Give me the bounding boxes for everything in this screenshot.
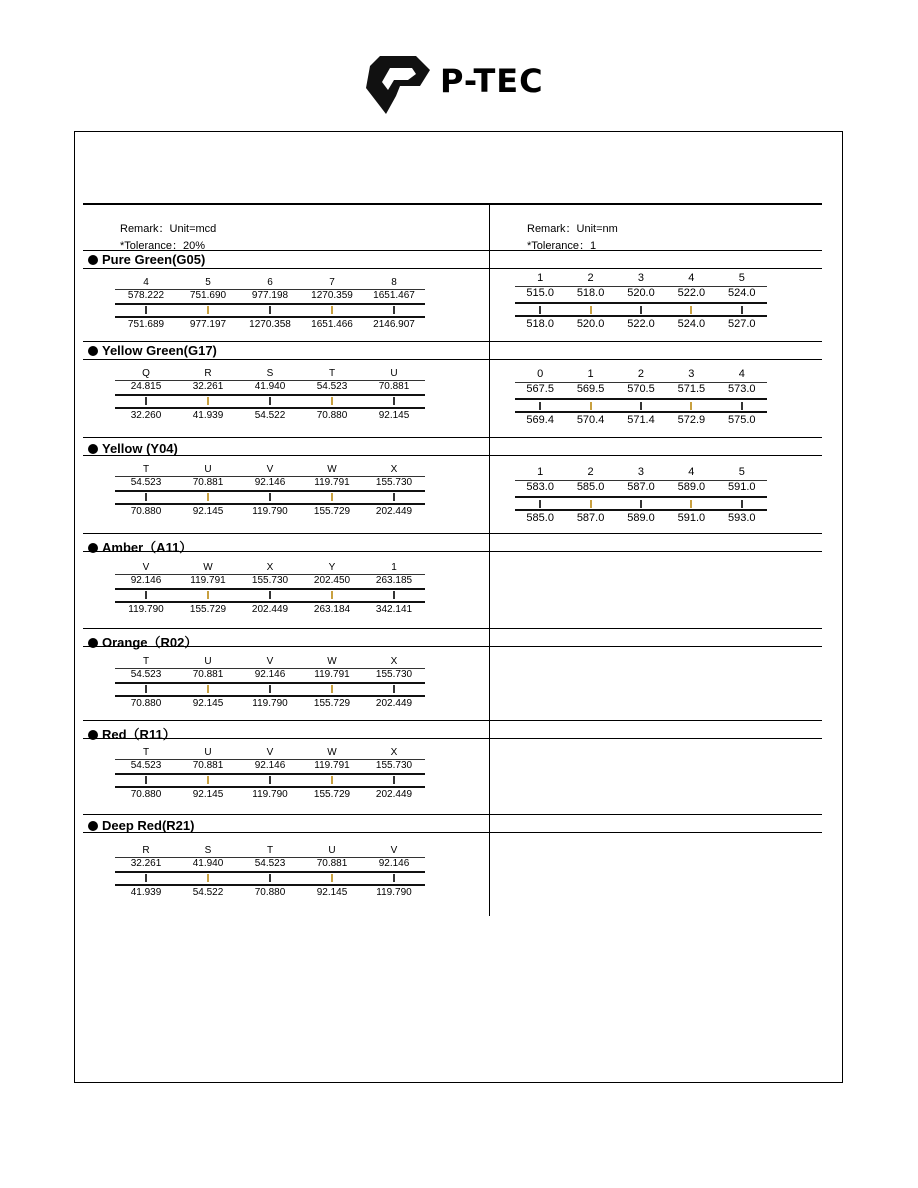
- bin-code-row: [115, 277, 425, 288]
- section-title-rule: [83, 738, 822, 739]
- min-value-cell: 751.690: [189, 290, 227, 301]
- tick-mark: [590, 500, 592, 508]
- tick-mark: [145, 306, 147, 314]
- bin-code-row: [115, 464, 425, 475]
- tick-mark: [145, 397, 147, 405]
- max-rule: [515, 509, 767, 511]
- section-title: [88, 632, 197, 651]
- min-value-cell: 591.0: [727, 481, 756, 493]
- header-divider: [83, 203, 822, 205]
- max-value-cell: 70.880: [316, 410, 348, 421]
- min-value-cell: 119.791: [190, 575, 226, 586]
- tick-mark: [207, 874, 209, 882]
- max-value-cell: 155.729: [189, 604, 227, 615]
- tick-mark: [269, 493, 271, 501]
- max-value-row: [115, 319, 425, 330]
- tick-mark: [331, 591, 333, 599]
- max-value-cell: 92.145: [192, 698, 224, 709]
- bin-code-cell: 2: [587, 272, 594, 284]
- max-value-cell: 570.4: [576, 414, 605, 426]
- bin-code-cell: 1: [537, 272, 544, 284]
- section-title-text: Deep Red(R21): [102, 818, 195, 833]
- remark-tolerance-left: *Tolerance：20%: [120, 240, 205, 252]
- min-value-cell: 92.146: [378, 858, 410, 869]
- max-value-row: [515, 512, 767, 524]
- bin-code-cell: X: [390, 656, 398, 667]
- max-value-cell: 70.880: [254, 887, 286, 898]
- tick-mark: [539, 500, 541, 508]
- min-value-cell: 587.0: [627, 481, 655, 493]
- tick-mark: [690, 500, 692, 508]
- min-value-cell: 119.791: [314, 760, 350, 771]
- max-rule: [115, 884, 425, 886]
- section-title: [88, 252, 205, 267]
- section-title-text: Pure Green(G05): [102, 252, 206, 267]
- max-value-cell: 524.0: [677, 318, 706, 330]
- tick-mark: [207, 685, 209, 693]
- max-value-cell: 92.145: [192, 506, 224, 517]
- tick-mark: [269, 591, 271, 599]
- min-rule: [115, 490, 425, 492]
- max-rule: [115, 601, 425, 603]
- max-value-cell: 119.790: [128, 604, 164, 615]
- max-value-cell: 575.0: [727, 414, 756, 426]
- max-value-cell: 591.0: [677, 512, 706, 524]
- bin-code-cell: 4: [738, 368, 745, 380]
- bullet-icon: [88, 346, 98, 356]
- min-value-cell: 515.0: [526, 287, 554, 299]
- tick-mark: [207, 776, 209, 784]
- min-value-cell: 585.0: [576, 481, 605, 493]
- bin-code-cell: 5: [738, 466, 745, 478]
- max-value-row: [115, 506, 425, 517]
- bin-code-cell: V: [142, 562, 150, 573]
- bin-code-cell: S: [204, 845, 212, 856]
- remark-unit-left: Remark：Unit=mcd: [120, 223, 217, 235]
- min-value-cell: 589.0: [677, 481, 706, 493]
- bin-code-cell: 6: [267, 277, 273, 288]
- tick-mark: [393, 874, 395, 882]
- tick-mark: [640, 402, 642, 410]
- max-value-row: [115, 887, 425, 898]
- column-divider: [489, 204, 490, 916]
- section-title: [88, 343, 217, 358]
- bin-code-cell: T: [142, 656, 150, 667]
- max-value-cell: 569.4: [526, 414, 554, 426]
- min-value-row: [115, 381, 425, 392]
- max-value-row: [115, 698, 425, 709]
- min-value-cell: 54.523: [130, 760, 162, 771]
- max-value-cell: 751.689: [127, 319, 165, 330]
- tick-mark: [640, 306, 642, 314]
- min-rule: [115, 871, 425, 873]
- bin-code-cell: 3: [688, 368, 695, 380]
- min-value-cell: 119.791: [314, 477, 350, 488]
- min-value-cell: 518.0: [576, 287, 605, 299]
- section-title: [88, 724, 176, 743]
- min-value-cell: 32.261: [130, 858, 162, 869]
- max-value-cell: 70.880: [130, 698, 162, 709]
- section-title: [88, 818, 194, 833]
- max-value-cell: 572.9: [677, 414, 706, 426]
- tick-mark: [331, 493, 333, 501]
- min-value-cell: 41.940: [254, 381, 286, 392]
- max-value-cell: 587.0: [576, 512, 605, 524]
- max-value-row: [115, 789, 425, 800]
- max-value-cell: 119.790: [252, 506, 288, 517]
- max-value-cell: 32.260: [130, 410, 162, 421]
- tick-mark: [269, 397, 271, 405]
- tick-mark: [331, 306, 333, 314]
- bin-code-row: [115, 845, 425, 856]
- section-rule: [83, 814, 822, 815]
- bin-code-row: [515, 466, 767, 478]
- min-value-cell: 1270.359: [311, 290, 353, 301]
- tick-mark: [590, 402, 592, 410]
- section-title-rule: [83, 359, 822, 360]
- bin-code-cell: 1: [587, 368, 594, 380]
- min-value-cell: 155.730: [251, 575, 289, 586]
- remark-unit-right: Remark：Unit=nm: [527, 223, 618, 235]
- min-value-cell: 155.730: [375, 760, 413, 771]
- max-value-cell: 202.449: [375, 789, 413, 800]
- min-rule: [115, 588, 425, 590]
- bin-code-cell: 3: [637, 466, 645, 478]
- section-title-text: Yellow (Y04): [102, 441, 178, 456]
- bin-code-cell: X: [266, 562, 274, 573]
- max-value-cell: 41.939: [130, 887, 162, 898]
- max-value-cell: 155.729: [313, 698, 351, 709]
- min-value-cell: 520.0: [627, 287, 655, 299]
- max-value-cell: 41.939: [192, 410, 224, 421]
- tick-mark: [269, 306, 271, 314]
- max-value-cell: 342.141: [375, 604, 413, 615]
- max-value-row: [115, 604, 425, 615]
- max-value-cell: 589.0: [627, 512, 655, 524]
- logo-mark-icon: [366, 56, 430, 114]
- min-value-cell: 155.730: [375, 669, 413, 680]
- min-value-cell: 92.146: [254, 760, 286, 771]
- section-title-rule: [83, 268, 822, 269]
- min-value-cell: 263.185: [375, 575, 413, 586]
- max-rule: [115, 695, 425, 697]
- bin-code-cell: W: [203, 562, 213, 573]
- max-value-cell: 155.729: [313, 789, 351, 800]
- max-rule: [515, 411, 767, 413]
- tick-mark: [331, 776, 333, 784]
- tick-mark: [690, 402, 692, 410]
- max-rule: [115, 786, 425, 788]
- bin-code-cell: 4: [688, 466, 695, 478]
- bin-code-cell: V: [266, 656, 274, 667]
- min-value-cell: 977.198: [251, 290, 289, 301]
- bin-code-cell: W: [327, 747, 337, 758]
- logo-text: P-TEC: [440, 62, 544, 100]
- section-rule: [83, 437, 822, 438]
- max-value-cell: 520.0: [576, 318, 605, 330]
- min-value-row: [115, 477, 425, 488]
- section-title-text: Orange（R02）: [102, 635, 198, 650]
- bin-code-cell: W: [327, 464, 337, 475]
- tick-mark: [145, 776, 147, 784]
- bin-code-cell: T: [266, 845, 274, 856]
- max-value-cell: 92.145: [316, 887, 348, 898]
- bin-code-cell: W: [327, 656, 337, 667]
- min-value-row: [115, 669, 425, 680]
- min-value-row: [115, 858, 425, 869]
- section-title-text: Yellow Green(G17): [102, 343, 217, 358]
- bin-code-cell: X: [390, 464, 398, 475]
- tick-mark: [640, 500, 642, 508]
- min-value-row: [115, 760, 425, 771]
- tick-mark: [393, 493, 395, 501]
- tick-mark: [590, 306, 592, 314]
- tick-mark: [393, 591, 395, 599]
- bin-code-row: [515, 272, 767, 284]
- min-rule: [515, 398, 767, 400]
- bin-code-row: [115, 562, 425, 573]
- bin-code-cell: R: [204, 368, 212, 379]
- min-rule: [515, 302, 767, 304]
- max-value-cell: 522.0: [627, 318, 655, 330]
- section-rule: [83, 720, 822, 721]
- min-value-cell: 1651.467: [373, 290, 415, 301]
- min-value-cell: 54.523: [130, 477, 162, 488]
- min-value-cell: 70.881: [378, 381, 410, 392]
- bin-code-cell: X: [390, 747, 398, 758]
- bin-code-cell: 0: [537, 368, 544, 380]
- max-value-cell: 202.449: [251, 604, 289, 615]
- remark-tolerance-right: *Tolerance：1: [527, 240, 597, 252]
- bin-code-cell: 7: [329, 277, 335, 288]
- tick-mark: [393, 306, 395, 314]
- section-title-text: Red（R11）: [102, 727, 176, 742]
- min-value-cell: 92.146: [254, 669, 286, 680]
- bin-code-cell: 1: [391, 562, 397, 573]
- min-value-row: [515, 481, 767, 493]
- bin-code-cell: V: [266, 747, 274, 758]
- bin-code-cell: T: [328, 368, 336, 379]
- bin-code-row: [515, 368, 767, 380]
- tick-mark: [331, 397, 333, 405]
- max-value-cell: 977.197: [189, 319, 227, 330]
- max-value-cell: 70.880: [130, 506, 162, 517]
- min-value-cell: 578.222: [127, 290, 165, 301]
- min-value-row: [515, 383, 767, 395]
- max-value-cell: 92.145: [378, 410, 410, 421]
- bin-code-row: [115, 747, 425, 758]
- bin-code-cell: V: [266, 464, 274, 475]
- min-value-cell: 24.815: [130, 381, 162, 392]
- min-value-cell: 583.0: [526, 481, 554, 493]
- tick-mark: [207, 306, 209, 314]
- bin-code-cell: U: [328, 845, 336, 856]
- section-title-rule: [83, 646, 822, 647]
- min-value-cell: 571.5: [677, 383, 706, 395]
- section-rule: [83, 341, 822, 342]
- min-rule: [115, 773, 425, 775]
- bin-code-cell: Y: [328, 562, 336, 573]
- tick-mark: [207, 397, 209, 405]
- bin-code-cell: 1: [537, 466, 544, 478]
- min-value-cell: 573.0: [727, 383, 756, 395]
- max-rule: [115, 407, 425, 409]
- min-value-cell: 155.730: [375, 477, 413, 488]
- tick-mark: [207, 591, 209, 599]
- min-rule: [515, 496, 767, 498]
- max-rule: [115, 316, 425, 318]
- max-value-cell: 263.184: [313, 604, 351, 615]
- max-value-cell: 155.729: [313, 506, 351, 517]
- max-value-cell: 1270.358: [249, 319, 291, 330]
- max-value-row: [515, 414, 767, 426]
- bin-code-cell: T: [142, 464, 150, 475]
- bin-code-cell: 2: [587, 466, 594, 478]
- max-value-cell: 92.145: [192, 789, 224, 800]
- min-rule: [115, 394, 425, 396]
- min-value-cell: 54.523: [130, 669, 162, 680]
- min-value-cell: 567.5: [526, 383, 554, 395]
- bin-code-cell: U: [204, 656, 212, 667]
- tick-mark: [331, 874, 333, 882]
- max-value-cell: 202.449: [375, 698, 413, 709]
- bin-code-cell: 5: [205, 277, 211, 288]
- max-value-cell: 54.522: [192, 887, 224, 898]
- min-value-cell: 522.0: [677, 287, 706, 299]
- max-value-cell: 518.0: [526, 318, 554, 330]
- min-value-cell: 32.261: [192, 381, 224, 392]
- tick-mark: [331, 685, 333, 693]
- tick-mark: [741, 500, 743, 508]
- min-value-cell: 54.523: [254, 858, 286, 869]
- tick-mark: [741, 402, 743, 410]
- max-rule: [115, 503, 425, 505]
- bin-code-cell: R: [142, 845, 150, 856]
- bin-code-cell: 4: [688, 272, 695, 284]
- bin-code-cell: 3: [637, 272, 645, 284]
- bin-code-cell: 4: [143, 277, 149, 288]
- tick-mark: [539, 402, 541, 410]
- max-value-cell: 571.4: [627, 414, 655, 426]
- bin-code-cell: 5: [738, 272, 745, 284]
- min-value-cell: 70.881: [192, 669, 224, 680]
- tick-mark: [145, 874, 147, 882]
- section-title-rule: [83, 551, 822, 552]
- bin-code-cell: 2: [637, 368, 645, 380]
- min-rule: [115, 682, 425, 684]
- max-value-cell: 119.790: [252, 789, 288, 800]
- min-value-cell: 202.450: [313, 575, 351, 586]
- max-rule: [515, 315, 767, 317]
- min-value-cell: 92.146: [254, 477, 286, 488]
- tick-mark: [741, 306, 743, 314]
- section-rule: [83, 628, 822, 629]
- bin-code-cell: U: [390, 368, 398, 379]
- min-value-row: [115, 575, 425, 586]
- max-value-row: [515, 318, 767, 330]
- bullet-icon: [88, 444, 98, 454]
- min-value-cell: 41.940: [192, 858, 224, 869]
- tick-mark: [393, 776, 395, 784]
- tick-mark: [269, 776, 271, 784]
- max-value-cell: 527.0: [727, 318, 756, 330]
- bin-code-cell: Q: [142, 368, 150, 379]
- min-value-cell: 54.523: [316, 381, 348, 392]
- tick-mark: [393, 397, 395, 405]
- max-value-cell: 119.790: [252, 698, 288, 709]
- max-value-cell: 1651.466: [311, 319, 353, 330]
- min-value-cell: 569.5: [576, 383, 605, 395]
- min-value-cell: 524.0: [727, 287, 756, 299]
- min-value-cell: 570.5: [627, 383, 655, 395]
- min-rule: [115, 303, 425, 305]
- tick-mark: [690, 306, 692, 314]
- tick-mark: [145, 493, 147, 501]
- bin-code-cell: U: [204, 747, 212, 758]
- bin-code-row: [115, 656, 425, 667]
- max-value-cell: 202.449: [375, 506, 413, 517]
- bin-code-cell: 8: [391, 277, 397, 288]
- min-value-cell: 70.881: [192, 477, 224, 488]
- min-value-row: [515, 287, 767, 299]
- min-value-cell: 70.881: [316, 858, 348, 869]
- section-title: [88, 441, 178, 456]
- max-value-cell: 119.790: [376, 887, 412, 898]
- min-value-row: [115, 290, 425, 301]
- max-value-cell: 54.522: [254, 410, 286, 421]
- tick-mark: [145, 591, 147, 599]
- section-title-rule: [83, 832, 822, 833]
- max-value-cell: 593.0: [727, 512, 756, 524]
- tick-mark: [393, 685, 395, 693]
- tick-mark: [145, 685, 147, 693]
- bin-code-cell: T: [142, 747, 150, 758]
- tick-mark: [269, 874, 271, 882]
- max-value-cell: 2146.907: [373, 319, 415, 330]
- min-value-cell: 70.881: [192, 760, 224, 771]
- bin-code-cell: U: [204, 464, 212, 475]
- tick-mark: [539, 306, 541, 314]
- p-tec-logo: [366, 56, 556, 114]
- min-value-cell: 92.146: [130, 575, 162, 586]
- min-value-cell: 119.791: [314, 669, 350, 680]
- section-rule: [83, 533, 822, 534]
- bin-code-cell: S: [266, 368, 274, 379]
- tick-mark: [207, 493, 209, 501]
- section-title: [88, 537, 192, 556]
- bin-code-row: [115, 368, 425, 379]
- max-value-cell: 585.0: [526, 512, 554, 524]
- section-rule: [83, 250, 822, 251]
- section-title-text: Amber（A11）: [102, 540, 193, 555]
- section-title-rule: [83, 455, 822, 456]
- max-value-row: [115, 410, 425, 421]
- max-value-cell: 70.880: [130, 789, 162, 800]
- bullet-icon: [88, 821, 98, 831]
- bin-code-cell: V: [390, 845, 398, 856]
- tick-mark: [269, 685, 271, 693]
- bullet-icon: [88, 255, 98, 265]
